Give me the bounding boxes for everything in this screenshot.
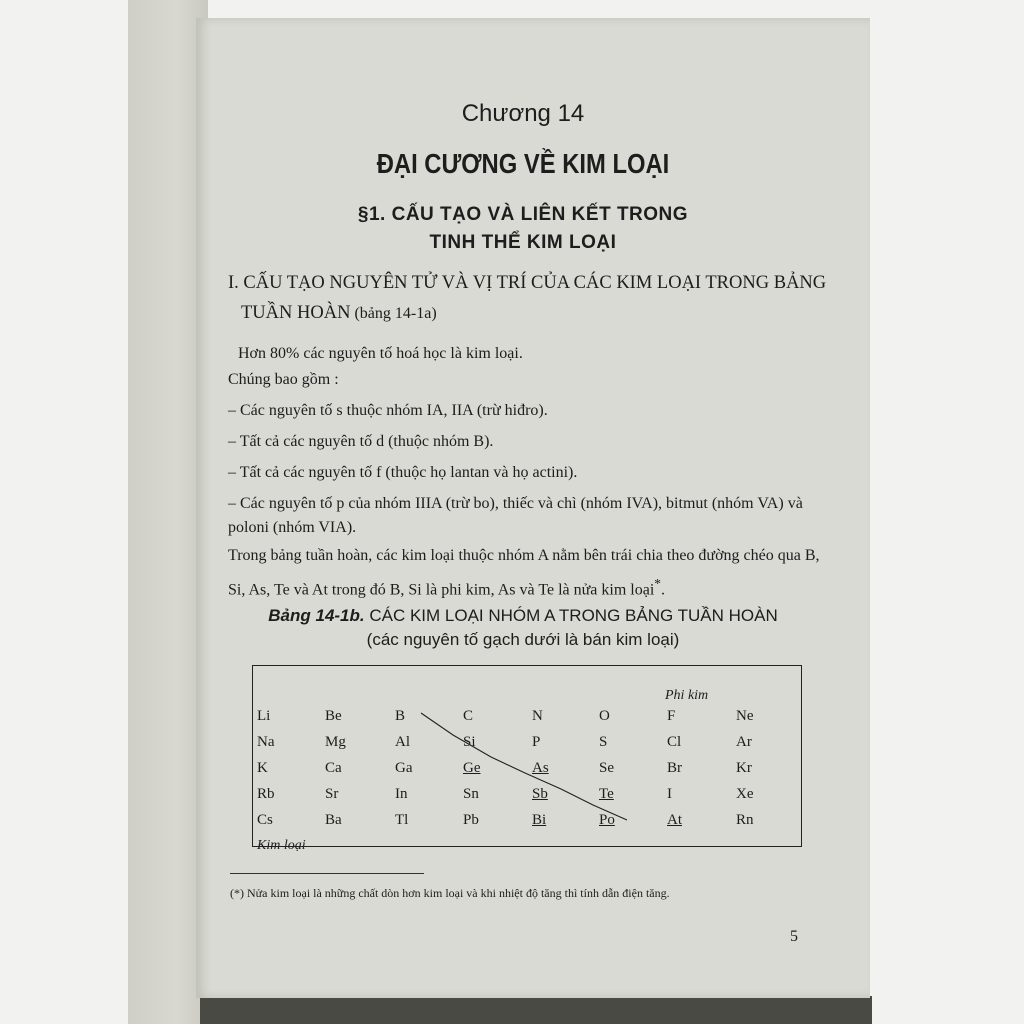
element-cl: Cl <box>667 734 682 750</box>
element-i: I <box>667 786 672 802</box>
element-sn: Sn <box>463 786 479 802</box>
element-at: At <box>667 812 682 828</box>
subsection-heading-line1: I. CẤU TẠO NGUYÊN TỬ VÀ VỊ TRÍ CỦA CÁC KIM LOẠI TRONG BẢNG <box>228 273 827 293</box>
element-tl: Tl <box>395 812 409 828</box>
element-ga: Ga <box>395 760 413 776</box>
metal-label: Kim loại <box>257 838 306 853</box>
closing-footnote-mark: * <box>654 576 661 591</box>
element-ca: Ca <box>325 760 342 776</box>
element-br: Br <box>667 760 682 776</box>
element-sr: Sr <box>325 786 339 802</box>
chapter-title: ĐẠI CƯƠNG VỀ KIM LOẠI <box>376 148 670 179</box>
footnote: (*) Nửa kim loại là những chất dòn hơn kim loại và khi nhiệt độ tăng thì tính dẫn điện tăng. <box>230 886 670 900</box>
element-f: F <box>667 708 676 724</box>
bullet-item: – Các nguyên tố s thuộc nhóm IA, IIA (trừ hiđro). <box>228 402 548 419</box>
bullet-item: – Các nguyên tố p của nhóm IIIA (trừ bo), thiếc và chì (nhóm IVA), bitmut (nhóm VA) và poloni (nhóm VIA). <box>228 495 803 536</box>
subsection-heading-ref: (bảng 14-1a) <box>350 305 437 322</box>
element-table <box>252 665 802 853</box>
element-n: N <box>532 708 543 724</box>
book-cover-edge <box>200 996 872 1024</box>
intro-paragraph: Hơn 80% các nguyên tố hoá học là kim loại. <box>238 345 523 362</box>
element-xe: Xe <box>736 786 754 802</box>
book-page <box>196 18 870 998</box>
subsection-heading-main: TUẦN HOÀN <box>241 303 351 323</box>
element-as: As <box>532 760 549 776</box>
section-title <box>196 201 850 257</box>
chapter-number: Chương 14 <box>461 100 585 127</box>
element-s: S <box>599 734 608 750</box>
element-be: Be <box>325 708 342 724</box>
element-ba: Ba <box>325 812 342 828</box>
element-ar: Ar <box>736 734 752 750</box>
page-number: 5 <box>790 928 798 945</box>
subsection-heading <box>228 268 828 329</box>
nonmetal-label: Phi kim <box>665 688 709 703</box>
element-si: Si <box>463 734 476 750</box>
element-po: Po <box>599 812 615 828</box>
element-k: K <box>257 760 268 776</box>
element-se: Se <box>599 760 614 776</box>
table-caption-line1 <box>196 604 850 628</box>
table-subcaption: (các nguyên tố gạch dưới là bán kim loại) <box>366 630 680 649</box>
table-caption-title: CÁC KIM LOẠI NHÓM A TRONG BẢNG TUẦN HOÀN <box>364 606 778 625</box>
element-ne: Ne <box>736 708 754 724</box>
element-pb: Pb <box>463 812 479 828</box>
includes-line: Chúng bao gồm : <box>228 371 339 388</box>
element-in: In <box>395 786 408 802</box>
element-na: Na <box>257 734 275 750</box>
element-o: O <box>599 708 610 724</box>
element-al: Al <box>395 734 410 750</box>
table-caption-label: Bảng 14-1b. <box>268 606 365 625</box>
element-rb: Rb <box>257 786 275 802</box>
element-cs: Cs <box>257 812 273 828</box>
bullet-item: – Tất cả các nguyên tố f (thuộc họ lantan và họ actini). <box>228 464 578 481</box>
element-mg: Mg <box>325 734 346 750</box>
element-li: Li <box>257 708 271 724</box>
element-rn: Rn <box>736 812 754 828</box>
bullet-item: – Tất cả các nguyên tố d (thuộc nhóm B). <box>228 433 494 450</box>
element-p: P <box>532 734 541 750</box>
closing-text: Trong bảng tuần hoàn, các kim loại thuộc nhóm A nằm bên trái chia theo đường chéo qua B, Si, As, Te và At trong đó B, Si là phi kim, As và Te là nửa kim loại <box>228 547 820 599</box>
element-sb: Sb <box>532 786 548 802</box>
element-te: Te <box>599 786 614 802</box>
section-title-line1: §1. CẤU TẠO VÀ LIÊN KẾT TRONG <box>357 204 689 225</box>
element-b: B <box>395 708 406 724</box>
element-kr: Kr <box>736 760 752 776</box>
element-bi: Bi <box>532 812 547 828</box>
body-text <box>228 340 826 604</box>
section-title-line2: TINH THỂ KIM LOẠI <box>429 232 617 253</box>
footnote-rule <box>230 873 424 874</box>
closing-paragraph <box>228 542 826 604</box>
element-c: C <box>463 708 474 724</box>
element-ge: Ge <box>463 760 481 776</box>
subsection-heading-line2 <box>228 298 828 329</box>
closing-end: . <box>660 581 665 599</box>
table-caption <box>196 604 850 652</box>
